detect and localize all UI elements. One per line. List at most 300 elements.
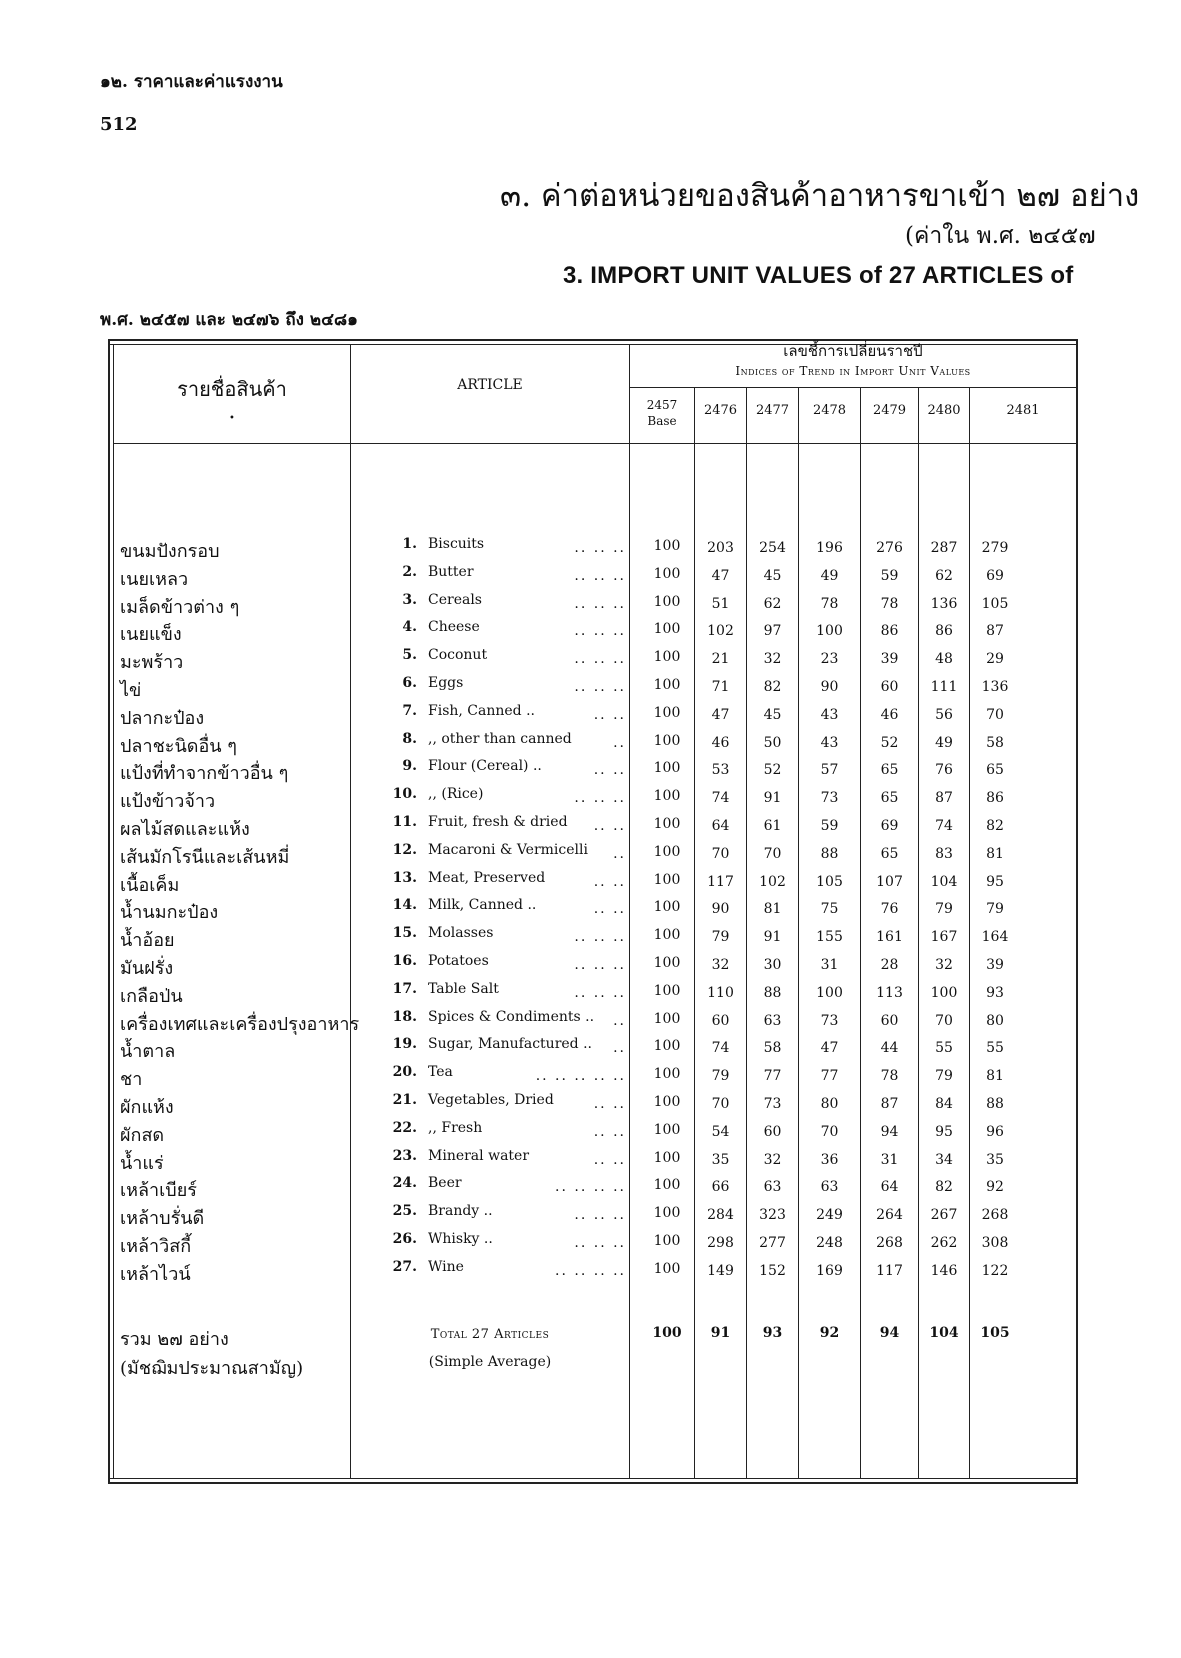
index-value: 60 — [763, 1123, 782, 1140]
index-value: 61 — [763, 818, 782, 834]
index-value: 74 — [711, 1040, 730, 1057]
article-number: 15. — [392, 925, 417, 942]
table-row — [108, 953, 1078, 983]
article-name-thai: ขนมปังกรอบ — [120, 541, 220, 562]
article-number: 17. — [392, 980, 417, 997]
index-value: 64 — [711, 818, 730, 834]
index-value: 29 — [986, 651, 1004, 668]
article-number: 19. — [392, 1036, 417, 1053]
article-name-english: Spices & Condiments .. — [428, 1008, 595, 1025]
index-value: 81 — [763, 901, 782, 918]
article-number: 9. — [402, 758, 417, 775]
base-value: 100 — [653, 1066, 681, 1083]
index-value: 268 — [981, 1207, 1009, 1224]
index-value: 30 — [763, 957, 782, 973]
index-value: 56 — [935, 706, 953, 723]
index-value: 79 — [986, 901, 1004, 918]
index-value: 196 — [816, 540, 843, 556]
index-value: 287 — [930, 540, 958, 556]
article-name-english: Fish, Canned .. — [428, 702, 535, 719]
index-value: 53 — [711, 762, 730, 779]
leader-dots: .. .. .. — [574, 679, 626, 695]
index-value: 47 — [820, 1040, 839, 1057]
article-name-thai: เหล้าบรั่นดี — [120, 1208, 205, 1230]
article-number: 10. — [392, 786, 417, 803]
index-value: 52 — [880, 734, 899, 751]
index-value: 92 — [986, 1179, 1004, 1196]
table-title-thai: ๓. ค่าต่อหน่วยของสินค้าอาหารขาเข้า ๒๗ อย่าง — [500, 178, 1140, 214]
index-value: 70 — [986, 706, 1004, 723]
base-value: 100 — [653, 899, 681, 916]
index-value: 79 — [711, 1068, 730, 1085]
leader-dots: .. — [613, 845, 626, 862]
index-value: 117 — [876, 1262, 903, 1279]
index-value: 48 — [935, 651, 953, 668]
table-row — [108, 758, 1078, 788]
index-value: 136 — [930, 595, 958, 612]
article-name-english: Sugar, Manufactured .. — [428, 1036, 592, 1053]
index-value: 31 — [820, 957, 839, 973]
index-value: 77 — [820, 1068, 839, 1085]
leader-dots: .. .. .. — [574, 540, 626, 556]
index-value: 83 — [935, 845, 953, 862]
leader-dots: .. .. — [593, 873, 626, 890]
article-number: 5. — [402, 647, 417, 664]
index-value: 74 — [711, 790, 730, 807]
index-value: 169 — [816, 1262, 843, 1279]
index-value: 47 — [711, 567, 730, 584]
col-header-year: 2481 — [1006, 403, 1040, 418]
table-row — [108, 1064, 1078, 1094]
border-bottom-inner — [108, 1478, 1078, 1479]
table-row — [108, 1120, 1078, 1150]
article-name-thai: เหล้าเบียร์ — [120, 1180, 197, 1202]
article-name-english: Molasses — [428, 925, 494, 942]
leader-dots: .. .. .. — [574, 623, 626, 640]
index-value: 267 — [930, 1207, 958, 1224]
col-header-thai-mark: • — [229, 413, 235, 424]
table-row — [108, 592, 1078, 622]
article-name-thai: เนยเหลว — [120, 568, 189, 590]
index-value: 298 — [707, 1235, 734, 1251]
article-name-thai: ผลไม้สดและแห้ง — [120, 819, 250, 840]
header-bottom-rule — [114, 443, 1076, 444]
leader-dots: .. — [613, 1012, 626, 1029]
index-value: 279 — [981, 540, 1009, 556]
leader-dots: .. .. .. .. — [555, 1179, 626, 1196]
article-name-english: Potatoes — [428, 953, 489, 969]
article-name-thai: ชา — [120, 1069, 143, 1091]
index-value: 59 — [880, 567, 899, 584]
table-row — [108, 786, 1078, 816]
leader-dots: .. .. — [593, 706, 626, 723]
leader-dots: .. — [613, 734, 626, 751]
index-value: 65 — [880, 845, 899, 862]
base-value: 100 — [653, 732, 681, 749]
index-value: 58 — [763, 1040, 782, 1057]
article-name-english: Macaroni & Vermicelli — [428, 841, 588, 858]
index-value: 100 — [816, 984, 843, 1001]
article-name-thai: เมล็ดข้าวต่าง ๆ — [120, 596, 240, 618]
table-row — [108, 897, 1078, 927]
article-number: 26. — [392, 1231, 417, 1247]
article-name-english: Beer — [428, 1175, 462, 1192]
leader-dots: .. .. .. .. — [555, 1262, 626, 1279]
index-value: 86 — [986, 790, 1004, 807]
base-value: 100 — [653, 1149, 681, 1166]
index-value: 203 — [707, 540, 734, 556]
col-header-year: 2477 — [755, 403, 790, 418]
index-value: 66 — [711, 1179, 730, 1196]
index-value: 64 — [880, 1179, 899, 1196]
index-value: 58 — [986, 734, 1004, 751]
article-name-english: Biscuits — [428, 536, 485, 552]
index-value: 43 — [820, 706, 839, 723]
base-value: 100 — [653, 788, 681, 805]
index-value: 39 — [986, 957, 1004, 973]
page-number: 512 — [100, 114, 138, 135]
index-value: 62 — [935, 567, 953, 584]
article-name-english: Meat, Preserved — [428, 869, 546, 886]
index-value: 167 — [930, 929, 958, 946]
article-name-thai: เหล้าวิสกี้ — [120, 1236, 192, 1257]
index-value: 70 — [820, 1123, 839, 1140]
base-value: 100 — [653, 955, 681, 971]
index-value: 87 — [986, 623, 1004, 640]
article-number: 7. — [402, 702, 417, 719]
article-number: 18. — [392, 1008, 417, 1025]
article-name-english: Coconut — [428, 647, 488, 664]
article-name-thai: มันฝรั่ง — [120, 958, 174, 979]
index-value: 91 — [763, 929, 782, 946]
article-name-english: Wine — [428, 1258, 464, 1275]
base-value: 100 — [653, 1094, 681, 1110]
index-value: 60 — [880, 679, 899, 695]
index-value: 113 — [876, 984, 903, 1001]
base-value: 100 — [653, 538, 681, 554]
index-value: 264 — [876, 1207, 903, 1224]
index-value: 78 — [820, 595, 839, 612]
index-value: 81 — [986, 845, 1004, 862]
index-value: 35 — [711, 1151, 730, 1168]
index-value: 90 — [820, 679, 839, 695]
index-value: 28 — [880, 957, 899, 973]
index-value: 90 — [711, 901, 730, 918]
index-value: 75 — [820, 901, 839, 918]
table-row — [108, 925, 1078, 955]
base-value: 100 — [653, 927, 681, 944]
index-value: 248 — [816, 1235, 843, 1251]
base-value: 100 — [653, 871, 681, 888]
base-value: 100 — [653, 843, 681, 860]
index-value: 97 — [763, 623, 782, 640]
article-name-thai: ผักสด — [120, 1124, 165, 1146]
article-name-english: Cheese — [428, 619, 480, 636]
article-name-thai: เหล้าไวน์ — [120, 1263, 191, 1285]
total-value: 91 — [710, 1325, 731, 1341]
table-row — [108, 814, 1078, 844]
index-value: 60 — [711, 1012, 730, 1029]
base-value: 100 — [653, 1038, 681, 1055]
total-value: 92 — [819, 1325, 840, 1341]
table-row — [108, 675, 1078, 705]
table-row — [108, 1009, 1078, 1039]
table-title-english: 3. IMPORT UNIT VALUES of 27 ARTICLES of — [563, 262, 1074, 289]
table-row — [108, 842, 1078, 872]
index-value: 136 — [981, 679, 1009, 695]
index-value: 100 — [930, 984, 958, 1001]
index-value: 63 — [763, 1012, 782, 1029]
col-header-base-label: Base — [647, 414, 677, 428]
leader-dots: .. .. .. — [574, 984, 626, 1001]
index-value: 117 — [707, 873, 734, 890]
data-table — [108, 339, 1078, 1484]
index-value: 63 — [820, 1179, 839, 1196]
index-value: 323 — [759, 1207, 786, 1224]
index-value: 161 — [876, 929, 903, 946]
article-number: 21. — [392, 1092, 417, 1108]
index-value: 57 — [820, 762, 839, 779]
base-value: 100 — [653, 1010, 681, 1027]
index-value: 93 — [986, 984, 1004, 1001]
index-value: 79 — [711, 929, 730, 946]
article-name-thai: เนื้อเค็ม — [120, 874, 180, 896]
base-value: 100 — [653, 1121, 681, 1138]
article-name-english: Vegetables, Dried — [428, 1092, 554, 1108]
index-value: 32 — [935, 957, 953, 973]
index-value: 96 — [986, 1123, 1004, 1140]
article-name-thai: เส้นมักโรนีและเส้นหมี่ — [120, 846, 290, 868]
total-label-thai-note: (มัชฌิมประมาณสามัญ) — [120, 1358, 304, 1379]
index-value: 86 — [935, 623, 953, 640]
index-value: 88 — [763, 984, 782, 1001]
article-number: 24. — [392, 1175, 417, 1192]
article-name-english: Whisky .. — [428, 1231, 493, 1247]
index-value: 102 — [707, 623, 734, 640]
index-value: 47 — [711, 706, 730, 723]
indices-header-rule — [629, 387, 1076, 388]
table-row — [108, 536, 1078, 566]
article-number: 13. — [392, 869, 417, 886]
index-value: 43 — [820, 734, 839, 751]
article-name-thai: น้ำแร่ — [120, 1152, 164, 1174]
index-value: 102 — [759, 873, 786, 890]
index-value: 164 — [981, 929, 1009, 946]
index-value: 107 — [876, 873, 903, 890]
table-row — [108, 1203, 1078, 1233]
index-value: 65 — [880, 790, 899, 807]
indices-header-english: Indices of Trend in Import Unit Values — [735, 364, 971, 378]
article-number: 1. — [402, 536, 417, 552]
article-number: 16. — [392, 953, 417, 969]
article-name-thai: แป้งข้าวจ้าว — [120, 791, 216, 813]
total-label-english: Total 27 Articles — [430, 1327, 550, 1342]
index-value: 155 — [816, 929, 843, 946]
leader-dots: .. .. .. — [574, 567, 626, 584]
table-row — [108, 870, 1078, 900]
table-row — [108, 1148, 1078, 1178]
col-header-thai: รายชื่อสินค้า — [177, 377, 287, 401]
index-value: 51 — [711, 595, 730, 612]
col-header-article: ARTICLE — [457, 377, 523, 393]
index-value: 65 — [986, 762, 1004, 779]
article-number: 2. — [402, 563, 417, 580]
index-value: 71 — [711, 679, 730, 695]
article-number: 20. — [392, 1064, 417, 1081]
base-value: 100 — [653, 593, 681, 610]
base-value: 100 — [653, 649, 681, 666]
base-value: 100 — [653, 677, 681, 693]
index-value: 63 — [763, 1179, 782, 1196]
index-value: 23 — [820, 651, 839, 668]
article-number: 8. — [402, 730, 417, 747]
base-value: 100 — [653, 982, 681, 999]
index-value: 55 — [935, 1040, 953, 1057]
table-years-thai: พ.ศ. ๒๔๕๗ และ ๒๔๗๖ ถึง ๒๔๘๑ — [100, 310, 358, 330]
article-number: 25. — [392, 1203, 417, 1220]
index-value: 152 — [759, 1262, 786, 1279]
index-value: 35 — [986, 1151, 1004, 1168]
index-value: 249 — [816, 1207, 843, 1224]
index-value: 77 — [763, 1068, 782, 1085]
leader-dots: .. .. .. — [574, 790, 626, 807]
index-value: 36 — [820, 1151, 839, 1168]
table-row — [108, 731, 1078, 761]
index-value: 50 — [763, 734, 782, 751]
leader-dots: .. .. .. .. .. — [535, 1068, 626, 1085]
index-value: 262 — [930, 1235, 958, 1251]
base-value: 100 — [653, 1177, 681, 1194]
index-value: 100 — [816, 623, 843, 640]
index-value: 70 — [711, 845, 730, 862]
index-value: 65 — [880, 762, 899, 779]
base-value: 100 — [653, 704, 681, 721]
article-number: 23. — [392, 1147, 417, 1164]
table-row — [108, 647, 1078, 677]
leader-dots: .. .. .. — [574, 1207, 626, 1224]
index-value: 69 — [880, 818, 899, 834]
index-value: 62 — [763, 595, 782, 612]
running-header: ๑๒. ราคาและค่าแรงงาน — [100, 72, 283, 92]
article-name-english: ,, other than canned — [428, 730, 572, 747]
index-value: 277 — [759, 1235, 786, 1251]
index-value: 73 — [820, 790, 839, 807]
leader-dots: .. .. — [593, 818, 626, 834]
index-value: 32 — [763, 651, 782, 668]
table-row — [108, 619, 1078, 649]
base-value: 100 — [653, 1260, 681, 1277]
leader-dots: .. .. .. — [574, 957, 626, 973]
index-value: 73 — [820, 1012, 839, 1029]
index-value: 82 — [763, 679, 782, 695]
index-value: 105 — [816, 873, 843, 890]
leader-dots: .. .. — [593, 1096, 626, 1112]
col-header-year: 2480 — [927, 403, 961, 418]
index-value: 82 — [986, 818, 1004, 834]
indices-header-thai: เลขชี้การเปลี่ยนราชปี — [783, 342, 923, 360]
base-value: 100 — [653, 1205, 681, 1222]
index-value: 79 — [935, 1068, 953, 1085]
article-name-english: Table Salt — [428, 980, 499, 997]
article-name-english: Butter — [428, 563, 474, 580]
index-value: 46 — [711, 734, 730, 751]
index-value: 78 — [880, 1068, 899, 1085]
article-name-english: Brandy .. — [428, 1203, 493, 1220]
index-value: 59 — [820, 818, 839, 834]
index-value: 82 — [935, 1179, 953, 1196]
article-number: 4. — [402, 619, 417, 636]
index-value: 21 — [711, 651, 730, 668]
article-name-thai: ปลากะป๋อง — [120, 707, 205, 729]
index-value: 95 — [986, 873, 1004, 890]
index-value: 54 — [711, 1123, 730, 1140]
index-value: 49 — [820, 567, 839, 584]
index-value: 52 — [763, 762, 782, 779]
total-value: 105 — [980, 1325, 1010, 1341]
index-value: 81 — [986, 1068, 1004, 1085]
index-value: 39 — [880, 651, 899, 668]
leader-dots: .. — [613, 1040, 626, 1057]
leader-dots: .. .. .. — [574, 595, 626, 612]
index-value: 86 — [880, 623, 899, 640]
table-row — [108, 564, 1078, 594]
base-value: 100 — [653, 621, 681, 638]
index-value: 276 — [876, 540, 903, 556]
index-value: 111 — [930, 679, 958, 695]
table-row — [108, 1036, 1078, 1066]
article-number: 14. — [392, 897, 417, 914]
index-value: 44 — [880, 1040, 899, 1057]
article-name-thai: ไข่ — [120, 680, 142, 701]
total-value: 93 — [762, 1325, 783, 1341]
col-header-base-year: 2457 — [646, 398, 678, 412]
article-number: 6. — [402, 675, 417, 691]
index-value: 70 — [711, 1096, 730, 1112]
index-value: 69 — [986, 567, 1004, 584]
leader-dots: .. .. .. — [574, 1235, 626, 1251]
leader-dots: .. .. .. — [574, 651, 626, 668]
article-number: 3. — [402, 591, 417, 608]
leader-dots: .. .. — [593, 1123, 626, 1140]
index-value: 49 — [935, 734, 953, 751]
total-label-english-note: (Simple Average) — [428, 1354, 552, 1370]
article-name-english: Cereals — [428, 591, 482, 608]
article-number: 12. — [392, 841, 417, 858]
table-row — [108, 1259, 1078, 1289]
index-value: 34 — [935, 1151, 953, 1168]
index-value: 78 — [880, 595, 899, 612]
index-value: 45 — [763, 567, 782, 584]
index-value: 74 — [935, 818, 953, 834]
index-value: 110 — [707, 984, 734, 1001]
article-name-english: Fruit, fresh & dried — [428, 814, 568, 830]
index-value: 73 — [763, 1096, 782, 1112]
article-number: 27. — [392, 1258, 417, 1275]
article-name-thai: น้ำตาล — [120, 1041, 176, 1063]
total-label-thai: รวม ๒๗ อย่าง — [120, 1329, 229, 1350]
total-base-value: 100 — [652, 1325, 682, 1341]
article-name-thai: เครื่องเทศและเครื่องปรุงอาหาร — [120, 1013, 360, 1035]
index-value: 76 — [935, 762, 953, 779]
index-value: 80 — [820, 1096, 839, 1112]
article-name-thai: ผักแห้ง — [120, 1097, 174, 1118]
index-value: 55 — [986, 1040, 1004, 1057]
article-name-english: ,, (Rice) — [428, 786, 484, 803]
article-name-thai: แป้งที่ทำจากข้าวอื่น ๆ — [120, 763, 289, 785]
index-value: 79 — [935, 901, 953, 918]
leader-dots: .. .. — [593, 1151, 626, 1168]
index-value: 284 — [707, 1207, 734, 1224]
